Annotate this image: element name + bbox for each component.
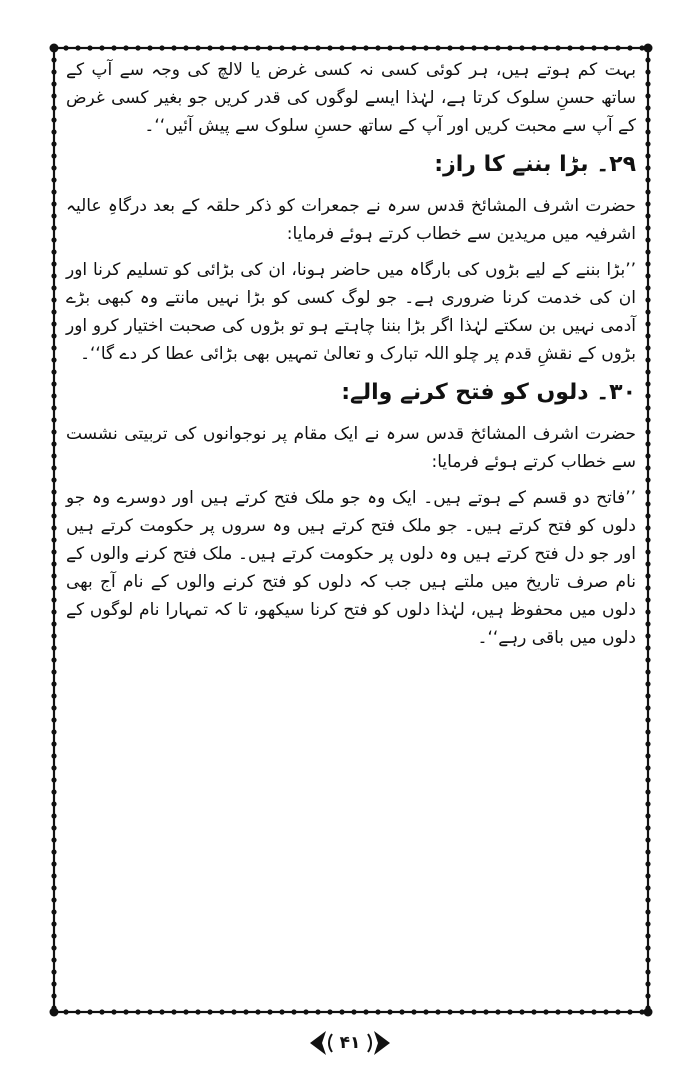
paragraph: حضرت اشرف المشائخ قدس سرہ نے جمعرات کو ذکر حلقہ کے بعد درگاہِ عالیہ اشرفیہ میں مریدین سے خطاب کرتے ہوئے فرمایا: bbox=[66, 196, 636, 244]
section-number: ۳۰۔ bbox=[596, 380, 636, 405]
page-number-ornament bbox=[304, 1028, 396, 1058]
section-heading-29 bbox=[66, 148, 636, 182]
document-body bbox=[66, 56, 636, 1006]
quote-paragraph: ’’بڑا بننے کے لیے بڑوں کی بارگاہ میں حاضر ہونا، ان کی بڑائی کو تسلیم کرنا اور ان کی خدمت کرنا ضروری ہے۔ جو لوگ کسی کو بڑا نہیں مانتے وہ کبھی بڑے آدمی نہیں بن سکتے لہٰذا اگر بڑا بننا چاہتے ہو تو بڑوں کی صحبت اختیار کرو اور بڑوں کے نقشِ قدم پر چلو اللہ تبارک و تعالیٰ تمہیں بھی بڑائی عطا کر دے گا‘‘۔ bbox=[66, 260, 636, 364]
quote-paragraph: ’’فاتح دو قسم کے ہوتے ہیں۔ ایک وہ جو ملک فتح کرتے ہیں اور دوسرے وہ جو دلوں کو فتح کرتے ہیں۔ جو ملک فتح کرتے ہیں وہ سروں پر حکومت کرتے ہیں اور جو دل فتح کرتے ہیں وہ دلوں پر حکومت کرتے ہیں۔ ملک فتح کرنے والوں کے نام صرف تاریخ میں ملتے ہیں جب کہ دلوں کو فتح کرنے والوں کے نام آج بھی دلوں میں محفوظ ہیں، لہٰذا دلوں کو فتح کرنا سیکھو، تا کہ تمہارا نام لوگوں کے دلوں میں باقی رہے‘‘۔ bbox=[66, 488, 636, 648]
page-number: ۴۱ bbox=[339, 1033, 361, 1053]
page-footer bbox=[0, 1026, 700, 1060]
paragraph: حضرت اشرف المشائخ قدس سرہ نے ایک مقام پر نوجوانوں کی تربیتی نشست سے خطاب کرتے ہوئے فرمایا: bbox=[66, 424, 636, 472]
paragraph: بہت کم ہوتے ہیں، ہر کوئی کسی نہ کسی غرض یا لالچ کی وجہ سے آپ کے ساتھ حسنِ سلوک کرتا ہے، لہٰذا ایسے لوگوں کی قدر کریں جو بغیر کسی غرض کے آپ سے محبت کریں اور آپ کے ساتھ حسنِ سلوک سے پیش آئیں‘‘۔ bbox=[66, 60, 636, 136]
section-heading-30 bbox=[66, 376, 636, 410]
section-title: دلوں کو فتح کرنے والے: bbox=[341, 380, 589, 405]
section-title: بڑا بننے کا راز: bbox=[434, 152, 589, 177]
section-number: ۲۹۔ bbox=[596, 152, 636, 177]
